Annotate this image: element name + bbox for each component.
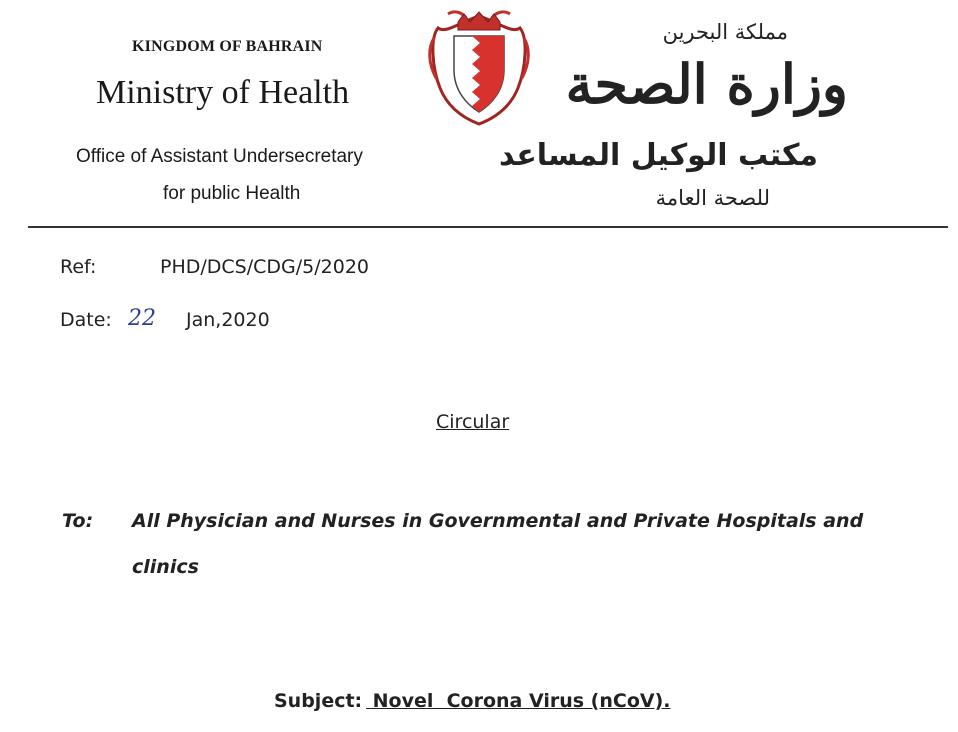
date-label: Date: xyxy=(60,309,112,331)
header-divider xyxy=(28,226,948,228)
office-line-2: for public Health xyxy=(163,183,301,204)
arabic-ministry: وزارة الصحة xyxy=(565,52,848,116)
arabic-kingdom: مملكة البحرين xyxy=(662,20,788,44)
ref-value: PHD/DCS/CDG/5/2020 xyxy=(160,256,369,278)
to-recipients-line-1: All Physician and Nurses in Governmental and Private Hospitals and xyxy=(132,510,864,532)
office-line-1: Office of Assistant Undersecretary xyxy=(76,146,363,167)
date-month-year: Jan,2020 xyxy=(186,309,270,331)
ministry-title: Ministry of Health xyxy=(96,74,350,111)
date-day-handwritten: 22 xyxy=(128,306,156,331)
to-label: To: xyxy=(62,510,94,532)
bahrain-coat-of-arms-icon xyxy=(428,8,530,126)
ref-label: Ref: xyxy=(60,256,97,278)
circular-title: Circular xyxy=(436,411,510,433)
to-recipients-line-2: clinics xyxy=(132,556,199,578)
kingdom-title: KINGDOM OF BAHRAIN xyxy=(132,38,323,55)
arabic-public-health: للصحة العامة xyxy=(655,186,770,210)
arabic-office: مكتب الوكيل المساعد xyxy=(498,138,818,173)
subject-label: Subject: xyxy=(274,690,363,712)
subject-value: Novel Corona Virus (nCoV). xyxy=(366,690,671,712)
